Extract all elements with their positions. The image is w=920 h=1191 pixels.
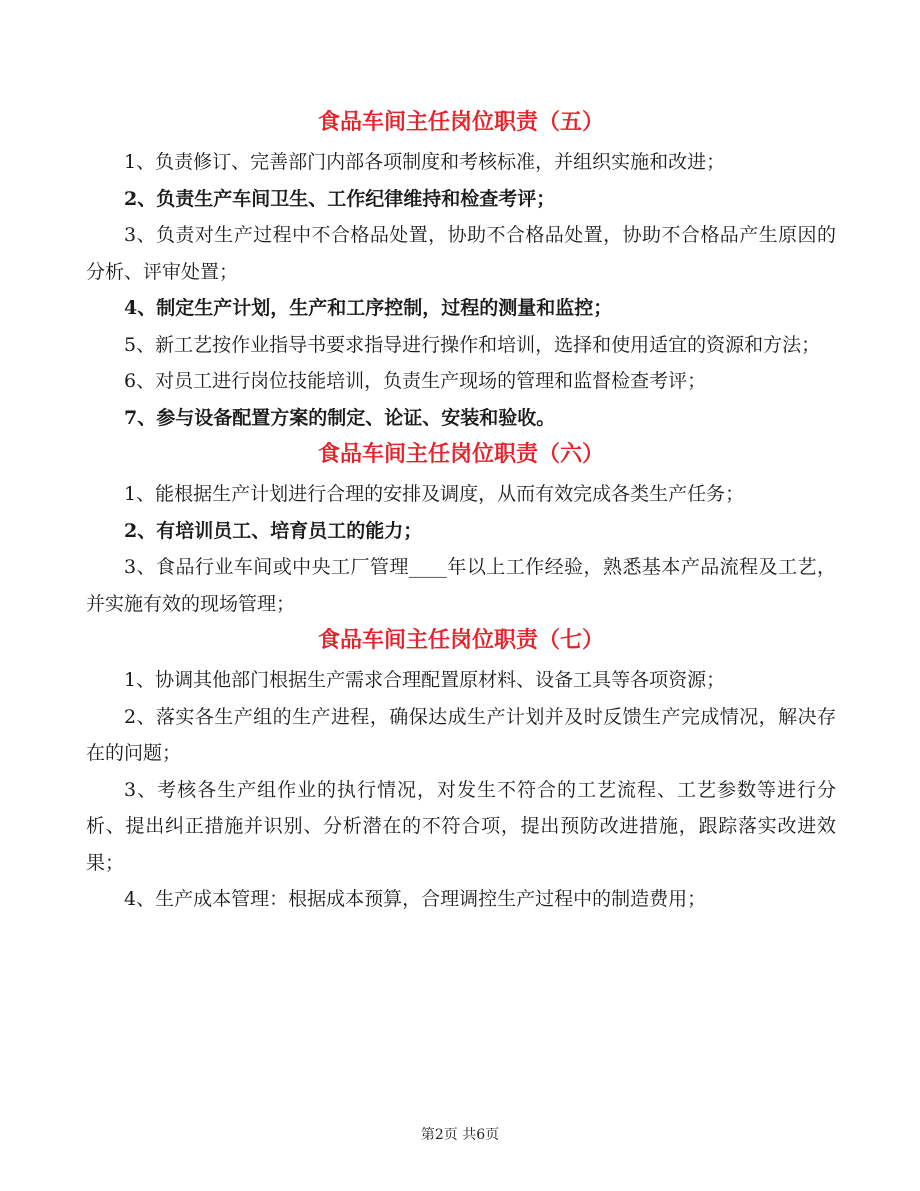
- list-item: 1、能根据生产计划进行合理的安排及调度，从而有效完成各类生产任务；: [124, 483, 745, 505]
- list-item: 4、制定生产计划，生产和工序控制，过程的测量和监控；: [124, 297, 613, 319]
- list-item: 2、负责生产车间卫生、工作纪律维持和检查考评；: [124, 187, 556, 210]
- section-title: 食品车间主任岗位职责（六）: [317, 441, 604, 467]
- page-footer: 第2页 共6页: [420, 1127, 500, 1143]
- list-item: 3、食品行业车间或中央工厂管理____年以上工作经验，熟悉基本产品流程及工艺，并实施有效的现场管理；: [86, 556, 836, 615]
- list-item: 4、生产成本管理：根据成本预算，合理调控生产过程中的制造费用；: [124, 888, 707, 910]
- list-item: 7、参与设备配置方案的制定、论证、安装和验收。: [124, 406, 556, 429]
- list-item: 2、有培训员工、培育员工的能力；: [124, 519, 423, 542]
- list-item: 5、新工艺按作业指导书要求指导进行操作和培训，选择和使用适宜的资源和方法；: [124, 333, 821, 356]
- list-item: 6、对员工进行岗位技能培训，负责生产现场的管理和监督检查考评；: [124, 370, 707, 392]
- list-item: 3、负责对生产过程中不合格品处置，协助不合格品处置，协助不合格品产生原因的分析、评审处置；: [86, 224, 836, 283]
- list-item: 1、协调其他部门根据生产需求合理配置原材料、设备工具等各项资源；: [124, 669, 726, 691]
- list-item: 3、考核各生产组作业的执行情况，对发生不符合的工艺流程、工艺参数等进行分析、提出纠正措施并识别、分析潜在的不符合项，提出预防改进措施，跟踪落实改进效果；: [86, 778, 836, 874]
- section-title: 食品车间主任岗位职责（五）: [317, 109, 604, 135]
- section-title: 食品车间主任岗位职责（七）: [317, 627, 604, 653]
- list-item: 1、负责修订、完善部门内部各项制度和考核标准，并组织实施和改进；: [124, 151, 726, 173]
- list-item: 2、落实各生产组的生产进程，确保达成生产计划并及时反馈生产完成情况，解决存在的问题；: [86, 705, 836, 764]
- document-body: [86, 104, 836, 918]
